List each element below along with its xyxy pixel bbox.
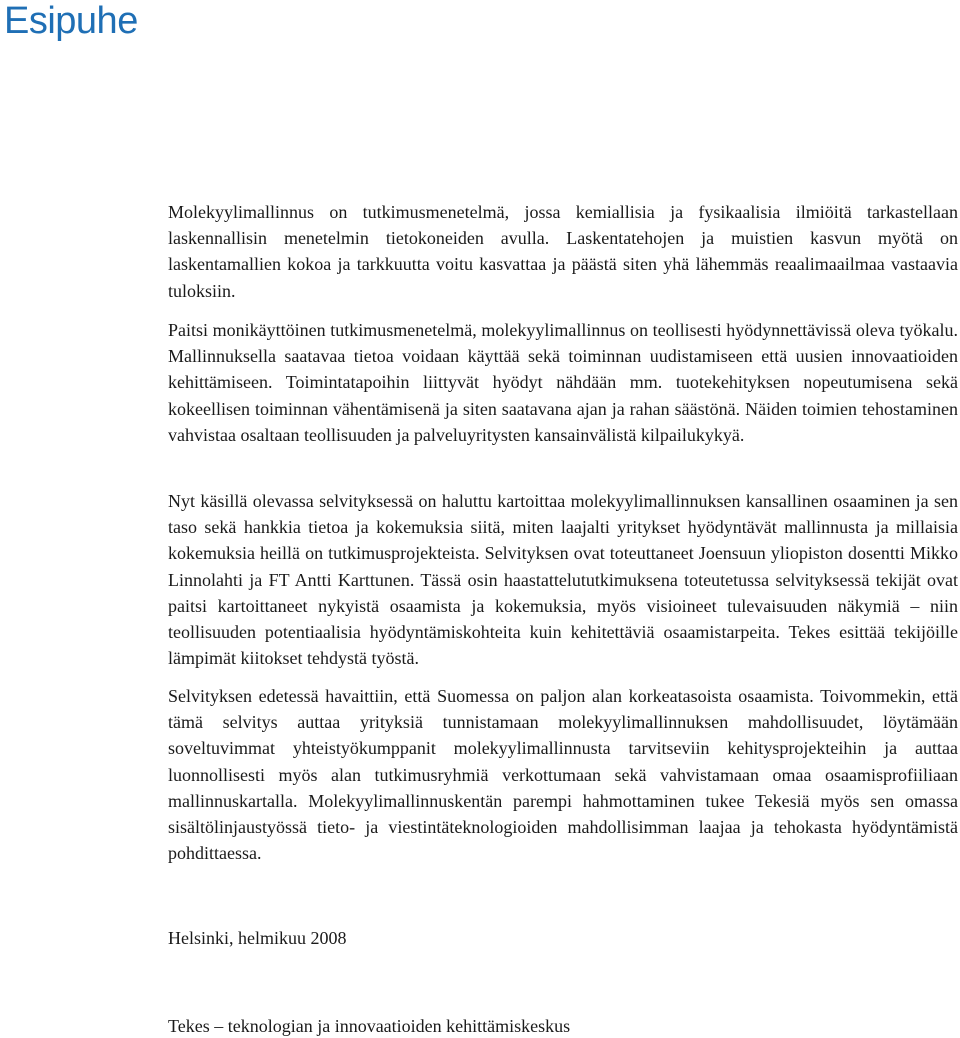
page-title: Esipuhe — [4, 0, 138, 42]
signature: Tekes – teknologian ja innovaatioiden kehittämiskeskus — [168, 1016, 571, 1036]
paragraph-1: Molekyylimallinnus on tutkimusmenetelmä, jossa kemiallisia ja fysikaalisia ilmiöitä tarkastellaan laskennallisin menetelmin tietokoneiden avulla. Laskentatehojen ja muistien kasvun myötä on laskentamallien kokoa ja tarkkuutta voitu kasvattaa ja päästä siten yhä lähemmäs reaalimaailmaa vastaavia tuloksiin. — [168, 202, 958, 301]
paragraph-4: Selvityksen edetessä havaittiin, että Suomessa on paljon alan korkeatasoista osaamista. Toivommekin, että tämä selvitys auttaa yrityksiä tunnistamaan molekyylimallinnuksen mahdollisuudet, löytämään soveltuvimmat yhteistyökumppanit molekyylimallinnusta tarvitseviin kehitysprojekteihin ja auttaa luonnollisesti myös alan tutkimusryhmiä verkottumaan sekä vahvistamaan omaa osaamisprofiiliaan mallinnuskartalla. Molekyylimallinnuskentän parempi hahmottaminen tukee Tekesiä myös sen omassa sisältölinjaustyössä tieto- ja viestintäteknologioiden mahdollisimman laajaa ja tehokasta hyödyntämistä pohdittaessa. — [168, 686, 958, 864]
paragraph-2: Paitsi monikäyttöinen tutkimusmenetelmä, molekyylimallinnus on teollisesti hyödynnettävissä oleva työkalu. Mallinnuksella saatavaa tietoa voidaan käyttää sekä toiminnan uudistamiseen että uusien innovaatioiden kehittämiseen. Toimintatapoihin liittyvät hyödyt nähdään mm. tuotekehityksen nopeutumisena sekä kokeellisen toiminnan vähentämisenä ja siten saatavana ajan ja rahan säästönä. Näiden toimien tehostaminen vahvistaa osaltaan teollisuuden ja palveluyritysten kansainvälistä kilpailukykyä. — [168, 320, 958, 445]
paragraph-3: Nyt käsillä olevassa selvityksessä on haluttu kartoittaa molekyylimallinnuksen kansallinen osaaminen ja sen taso sekä hankkia tietoa ja kokemuksia siitä, miten laajalti yritykset hyödyntävät mallinnusta ja millaisia kokemuksia heillä on tutkimusprojekteista. Selvityksen ovat toteuttaneet Joensuun yliopiston dosentti Mikko Linnolahti ja FT Antti Karttunen. Tässä osin haastattelututkimuksena toteutetussa selvityksessä tekijät ovat paitsi kartoittaneet nykyistä osaamista ja kokemuksia, myös visioineet tulevaisuuden näkymiä – niin teollisuuden potentiaalisia hyödyntämiskohteita kuin kehitettäviä osaamistarpeita. Tekes esittää tekijöille lämpimät kiitokset tehdystä työstä. — [168, 491, 958, 669]
place-date: Helsinki, helmikuu 2008 — [168, 928, 347, 948]
